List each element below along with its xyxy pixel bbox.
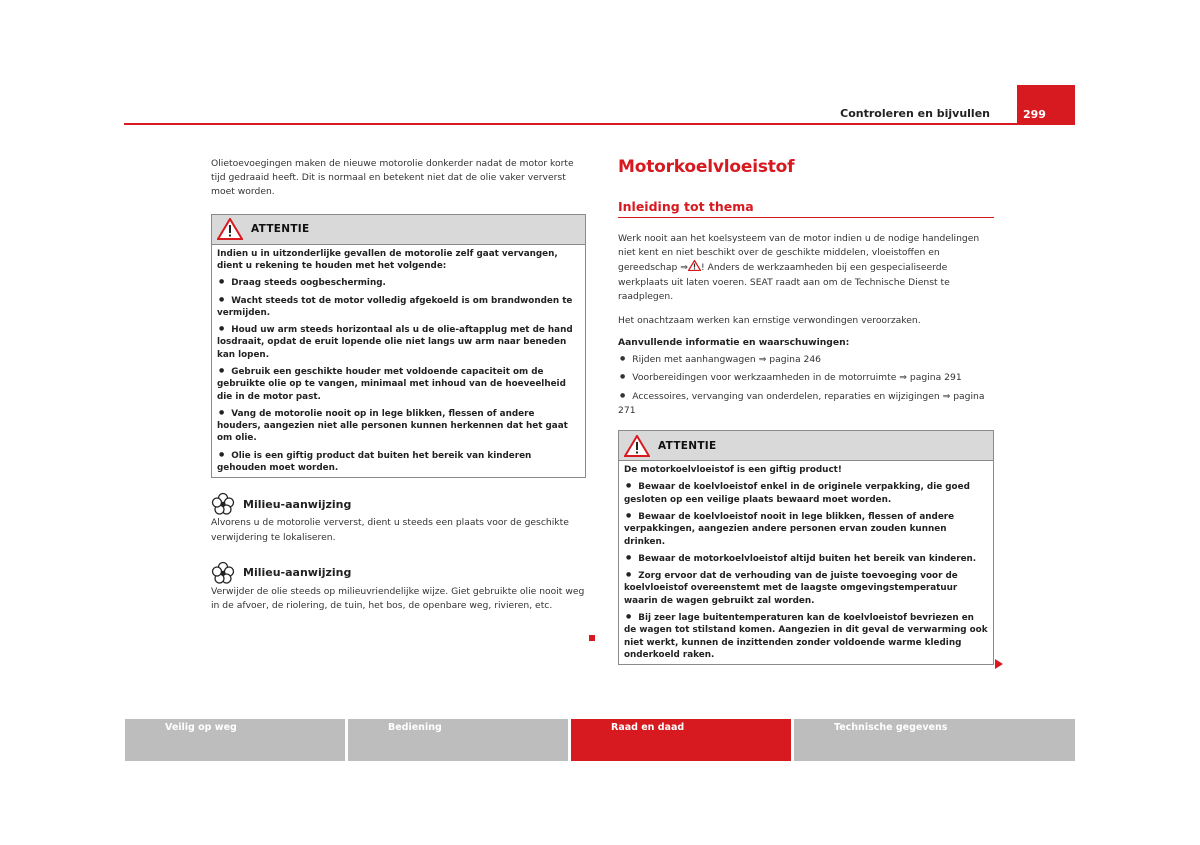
warning-triangle-icon (624, 435, 650, 457)
info-item: ● Rijden met aanhangwagen ⇒ pagina 246 (618, 352, 994, 367)
footer-tab-label: Raad en daad (611, 722, 685, 733)
warning-item: ● Gebruik een geschikte houder met voldoende capaciteit om de gebruikte olie op te vangen, minimaal met inhoud van de hoeveelheid die in de motor past. (217, 365, 580, 403)
warning-item: ● Draag steeds oogbescherming. (217, 276, 580, 289)
intro-paragraph: Olietoevoegingen maken de nieuwe motorolie donkerder nadat de motor korte tijd gedraaid heeft. Dit is normaal en betekent niet dat de olie vaker ververst moet worden. (211, 158, 574, 198)
warning-item: ● Olie is een giftig product dat buiten het bereik van kinderen gehouden moet worden. (217, 449, 580, 475)
warning-item: ● Bewaar de motorkoelvloeistof altijd buiten het bereik van kinderen. (624, 552, 988, 565)
footer-tab-label: Veilig op weg (165, 722, 237, 733)
info-title: Aanvullende informatie en waarschuwingen: (618, 337, 850, 349)
continue-arrow-icon (995, 659, 1003, 669)
header-rule (124, 123, 1075, 125)
environment-note-title: Milieu-aanwijzing (243, 566, 352, 580)
warning-triangle-icon (688, 260, 701, 271)
footer-tab-raad-en-daad[interactable] (571, 719, 791, 761)
warning-lead: De motorkoelvloeistof is een giftig product! (624, 465, 842, 476)
intro-paragraph (618, 232, 994, 304)
footer-tab-bediening[interactable] (348, 719, 568, 761)
left-column (211, 157, 586, 613)
warning-title: ATTENTIE (251, 223, 310, 236)
chapter-title: Controleren en bijvullen (840, 107, 990, 120)
flower-icon (211, 561, 235, 585)
footer-tab-label: Bediening (388, 722, 442, 733)
warning-box-coolant (618, 430, 994, 665)
page-number: 299 (1023, 108, 1046, 121)
end-square-icon (589, 635, 595, 641)
caution-paragraph: Het onachtzaam werken kan ernstige verwondingen veroorzaken. (618, 315, 921, 327)
warning-body (619, 461, 993, 664)
right-column (618, 157, 994, 665)
warning-body (212, 245, 585, 478)
warning-lead: Indien u in uitzonderlijke gevallen de motorolie zelf gaat vervangen, dient u rekening te houden met het volgende: (217, 248, 558, 271)
footer-tab-label: Technische gegevens (834, 722, 948, 733)
info-item: ● Voorbereidingen voor werkzaamheden in de motorruimte ⇒ pagina 291 (618, 370, 994, 385)
warning-triangle-icon (217, 218, 243, 240)
environment-note-header (211, 561, 586, 585)
footer-tab-technische-gegevens[interactable] (794, 719, 1075, 761)
environment-note-title: Milieu-aanwijzing (243, 497, 352, 511)
warning-title: ATTENTIE (658, 439, 717, 452)
environment-note-text: Verwijder de olie steeds op milieuvriendelijke wijze. Giet gebruikte olie nooit weg in de afvoer, de riolering, de tuin, het bos, de openbare weg, rivieren, etc. (211, 585, 585, 611)
warning-box-oil (211, 214, 586, 479)
section-heading: Motorkoelvloeistof (618, 157, 795, 177)
warning-item: ● Bewaar de koelvloeistof enkel in de originele verpakking, die goed gesloten op een veilige plaats bewaard moet worden. (624, 480, 988, 506)
intro-text-part1: Werk nooit aan het koelsysteem van de motor indien u de nodige handelingen niet kent en niet beschikt over de geschikte middelen, vloeistoffen en gereedschap ⇒ (618, 233, 980, 274)
warning-item: ● Bewaar de koelvloeistof nooit in lege blikken, flessen of andere verpakkingen, aangezien andere personen ervan zouden kunnen drinken. (624, 510, 988, 548)
warning-header (619, 431, 993, 461)
warning-item: ● Houd uw arm steeds horizontaal als u de olie-aftapplug met de hand losdraait, opdat de eruit lopende olie niet langs uw arm naar beneden kan lopen. (217, 323, 580, 361)
environment-note-text: Alvorens u de motorolie ververst, dient u steeds een plaats voor de geschikte verwijdering te lokaliseren. (211, 517, 569, 543)
warning-item: ● Bij zeer lage buitentemperaturen kan de koelvloeistof bevriezen en de wagen tot stilstand komen. Aangezien in dit geval de verwarming ook niet werkt, kunnen de inzittenden zonder voldoende warme kleding onderkoeld raken. (624, 611, 988, 661)
flower-icon (211, 492, 235, 516)
footer-tab-veilig-op-weg[interactable] (125, 719, 345, 761)
warning-item: ● Zorg ervoor dat de verhouding van de juiste toevoeging voor de koelvloeistof overeenstemt met de laagste omgevingstemperatuur waarin de wagen gebruikt zal worden. (624, 569, 988, 607)
warning-header (212, 215, 585, 245)
environment-note-header (211, 492, 586, 516)
intro-text-part2: ! Anders de werkzaamheden bij een gespecialiseerde werkplaats uit laten voeren. SEAT raadt aan om de Technische Dienst te raadplegen. (618, 262, 950, 302)
warning-item: ● Wacht steeds tot de motor volledig afgekoeld is om brandwonden te vermijden. (217, 294, 580, 320)
info-item: ● Accessoires, vervanging van onderdelen, reparaties en wijzigingen ⇒ pagina 271 (618, 389, 994, 418)
warning-item: ● Vang de motorolie nooit op in lege blikken, flessen of andere houders, aangezien niet alle personen kunnen herkennen dat het gaat om olie. (217, 407, 580, 445)
section-subheading: Inleiding tot thema (618, 199, 994, 218)
